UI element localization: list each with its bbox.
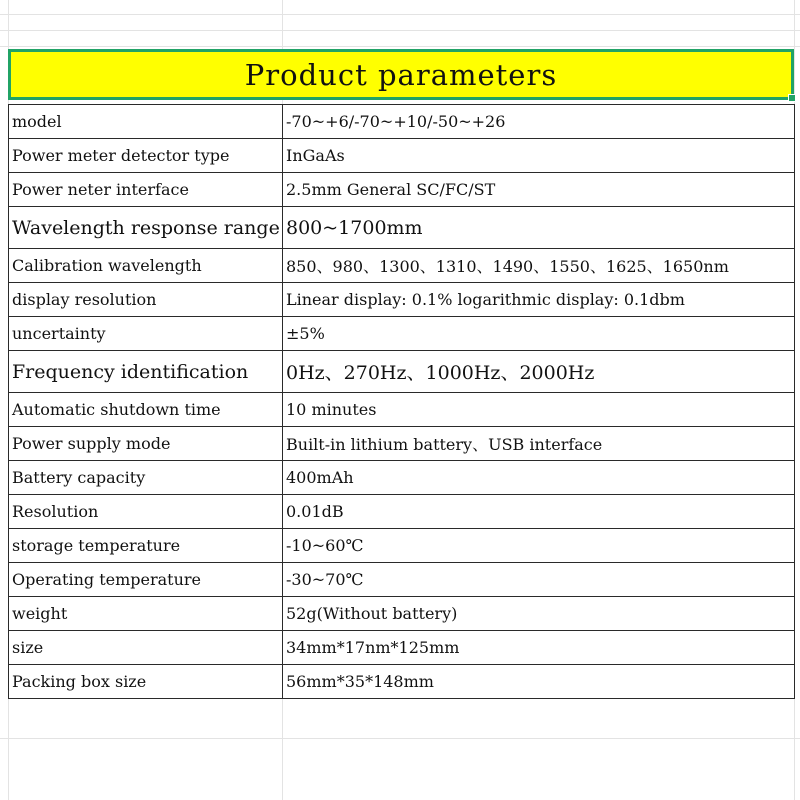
param-label[interactable]: Power supply mode xyxy=(9,427,283,461)
table-row xyxy=(9,393,795,427)
param-value[interactable]: -10~60℃ xyxy=(283,529,795,563)
table-row xyxy=(9,317,795,351)
param-value[interactable]: 400mAh xyxy=(283,461,795,495)
table-row xyxy=(9,427,795,461)
param-label[interactable]: weight xyxy=(9,597,283,631)
param-value[interactable]: 850、980、1300、1310、1490、1550、1625、1650nm xyxy=(283,249,795,283)
param-value[interactable]: -30~70℃ xyxy=(283,563,795,597)
param-label[interactable]: Operating temperature xyxy=(9,563,283,597)
param-label[interactable]: Calibration wavelength xyxy=(9,249,283,283)
param-label[interactable]: Frequency identification xyxy=(9,351,283,393)
table-row xyxy=(9,173,795,207)
table-row xyxy=(9,351,795,393)
table-row xyxy=(9,461,795,495)
param-value[interactable]: InGaAs xyxy=(283,139,795,173)
page-title: Product parameters xyxy=(244,57,558,92)
param-label[interactable]: Power meter detector type xyxy=(9,139,283,173)
param-label[interactable]: size xyxy=(9,631,283,665)
table-row xyxy=(9,139,795,173)
param-label[interactable]: Power neter interface xyxy=(9,173,283,207)
param-label[interactable]: storage temperature xyxy=(9,529,283,563)
parameters-table xyxy=(8,104,795,699)
table-row xyxy=(9,529,795,563)
param-label[interactable]: Automatic shutdown time xyxy=(9,393,283,427)
gridline xyxy=(0,46,800,47)
param-value[interactable]: 0.01dB xyxy=(283,495,795,529)
param-value[interactable]: 0Hz、270Hz、1000Hz、2000Hz xyxy=(283,351,795,393)
param-value[interactable]: 52g(Without battery) xyxy=(283,597,795,631)
gridline xyxy=(0,14,800,15)
param-label[interactable]: model xyxy=(9,105,283,139)
param-label[interactable]: Battery capacity xyxy=(9,461,283,495)
param-label[interactable]: display resolution xyxy=(9,283,283,317)
param-value[interactable]: -70~+6/-70~+10/-50~+26 xyxy=(283,105,795,139)
param-value[interactable]: Built-in lithium battery、USB interface xyxy=(283,427,795,461)
title-cell[interactable] xyxy=(8,49,794,100)
param-label[interactable]: Wavelength response range xyxy=(9,207,283,249)
table-row xyxy=(9,597,795,631)
param-value[interactable]: 800~1700mm xyxy=(283,207,795,249)
gridline xyxy=(0,30,800,31)
table-row xyxy=(9,665,795,699)
param-value[interactable]: Linear display: 0.1% logarithmic display: 0.1dbm xyxy=(283,283,795,317)
param-value[interactable]: 10 minutes xyxy=(283,393,795,427)
table-row xyxy=(9,283,795,317)
table-row xyxy=(9,631,795,665)
param-value[interactable]: 34mm*17nm*125mm xyxy=(283,631,795,665)
gridline xyxy=(0,738,800,739)
param-value[interactable]: 2.5mm General SC/FC/ST xyxy=(283,173,795,207)
table-row xyxy=(9,207,795,249)
selection-fill-handle[interactable] xyxy=(788,94,796,102)
table-row xyxy=(9,105,795,139)
param-label[interactable]: Packing box size xyxy=(9,665,283,699)
table-row xyxy=(9,249,795,283)
table-row xyxy=(9,563,795,597)
param-label[interactable]: Resolution xyxy=(9,495,283,529)
table-row xyxy=(9,495,795,529)
param-value[interactable]: ±5% xyxy=(283,317,795,351)
param-value[interactable]: 56mm*35*148mm xyxy=(283,665,795,699)
param-label[interactable]: uncertainty xyxy=(9,317,283,351)
